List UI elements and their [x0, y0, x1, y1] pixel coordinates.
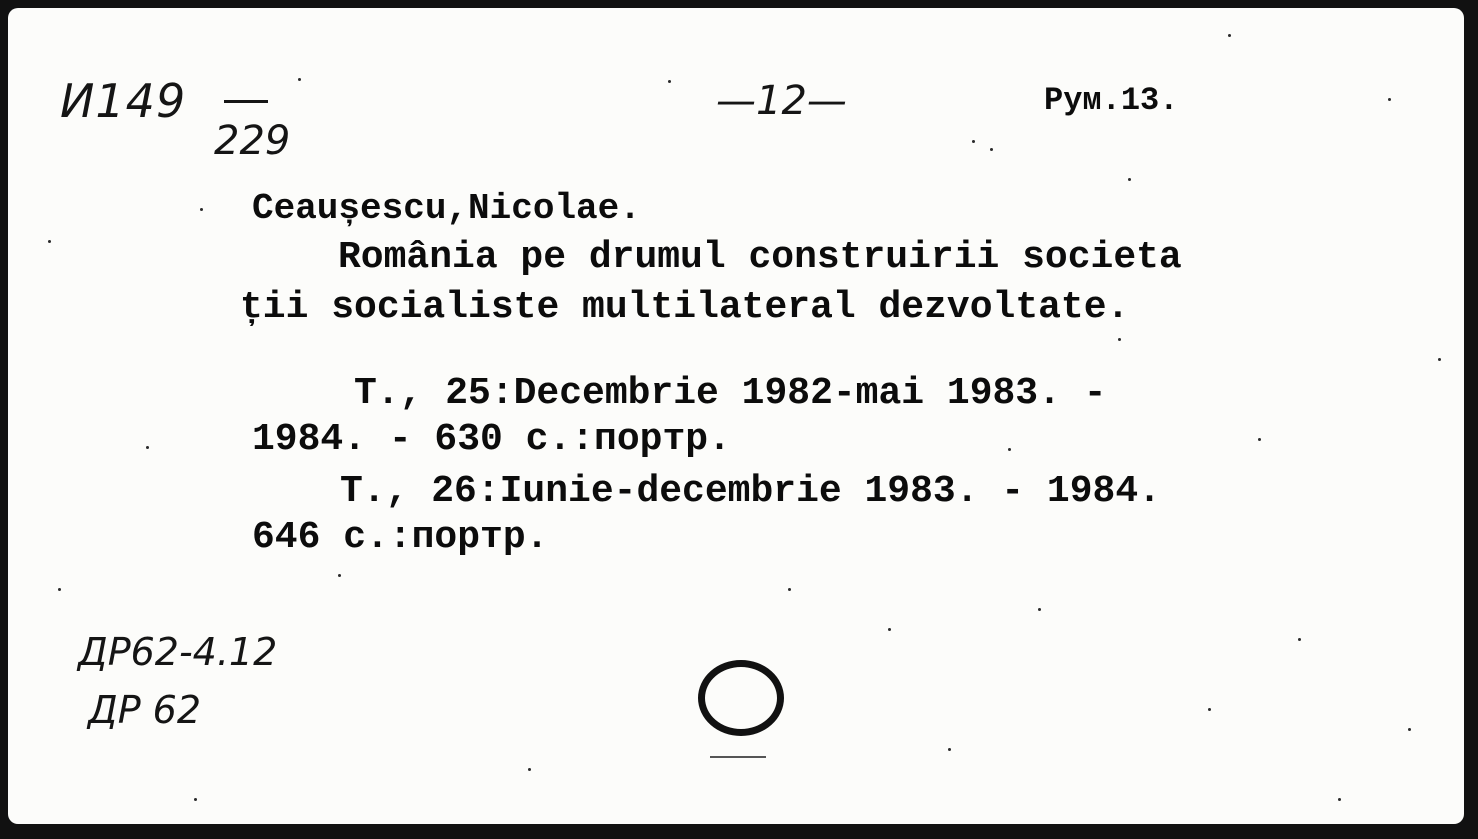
handwritten-note-2: ДР 62 [88, 688, 202, 732]
title-line-2: ții socialiste multilateral dezvoltate. [240, 286, 1130, 329]
scan-speck [1298, 638, 1301, 641]
scan-speck [1438, 358, 1441, 361]
scan-speck [1258, 438, 1261, 441]
scan-speck [48, 240, 51, 243]
scan-speck [948, 748, 951, 751]
scan-speck [338, 574, 341, 577]
scan-speck [200, 208, 203, 211]
scan-speck [972, 140, 975, 143]
punch-hole [698, 660, 784, 736]
shelfmark-sub: 229 [214, 118, 291, 164]
volume-25-line-1: T., 25:Decembrie 1982-mai 1983. - [354, 372, 1107, 415]
catalog-card [8, 8, 1464, 824]
volume-25-line-2: 1984. - 630 c.:портр. [252, 418, 731, 461]
shelfmark: И149 [60, 74, 187, 128]
scan-speck [58, 588, 61, 591]
author-heading: Ceaușescu,Nicolae. [252, 188, 641, 229]
scan-speck [1228, 34, 1231, 37]
volume-26-line-1: T., 26:Iunie-decembrie 1983. - 1984. [340, 470, 1161, 513]
scan-speck [1128, 178, 1131, 181]
scan-speck [888, 628, 891, 631]
scan-speck [1388, 98, 1391, 101]
scan-speck [1008, 448, 1011, 451]
scan-speck [668, 80, 671, 83]
scan-speck [1408, 728, 1411, 731]
scan-speck [788, 588, 791, 591]
volume-26-line-2: 646 c.:портр. [252, 516, 549, 559]
punch-hole-shadow [710, 756, 766, 758]
scan-speck [146, 446, 149, 449]
language-code: Рум.13. [1044, 82, 1179, 119]
handwritten-note-1: ДР62-4.12 [78, 630, 278, 674]
scan-speck [1338, 798, 1341, 801]
title-line-1: România pe drumul construirii societa [338, 236, 1182, 279]
scan-speck [1208, 708, 1211, 711]
page-number: —12— [716, 78, 847, 124]
shelfmark-fraction-bar [224, 100, 268, 103]
scan-speck [194, 798, 197, 801]
scan-speck [298, 78, 301, 81]
scan-speck [990, 148, 993, 151]
scan-speck [1038, 608, 1041, 611]
scan-speck [1118, 338, 1121, 341]
scan-speck [528, 768, 531, 771]
